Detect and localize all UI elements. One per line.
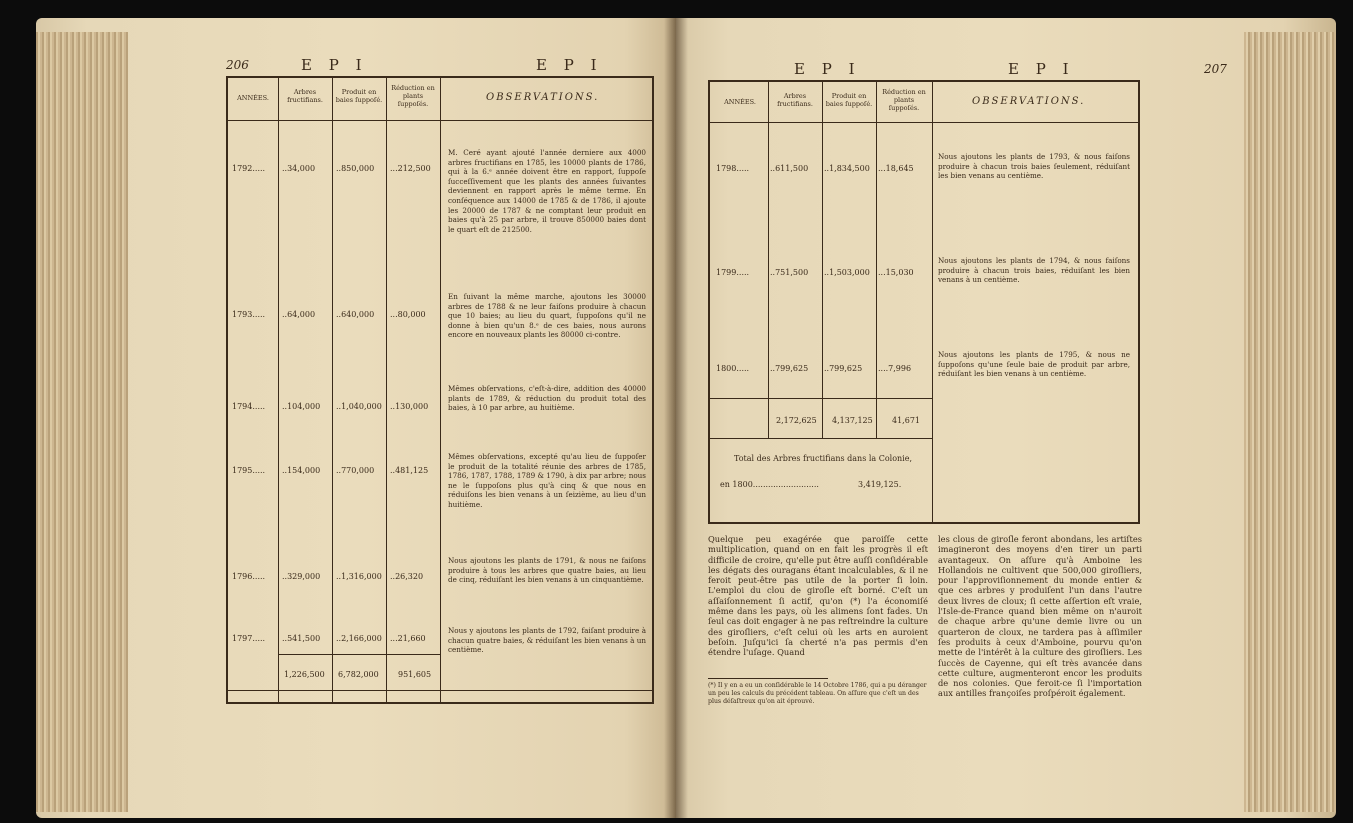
page-edges-left <box>36 32 128 812</box>
row-arbres: ..799,625 <box>770 364 809 373</box>
row-observation: En ſuivant la même marche, ajoutons les 30000 arbres de 1788 & ne leur faiſons produire à chacun que 10 baies; au lieu du quart, ſuppoſons qu'il ne donne à bien qu'un 8.ᵉ de ces baies, nous aurons encore en nouveaux plants les 80000 ci-contre. <box>448 292 646 340</box>
row-arbres: ..34,000 <box>282 164 316 173</box>
row-produit: ..2,166,000 <box>336 634 382 643</box>
row-reduction: ...212,500 <box>390 164 431 173</box>
row-year: 1797..... <box>232 634 266 643</box>
row-year: 1800..... <box>716 364 750 373</box>
running-head-left-2: E P I <box>536 56 603 74</box>
running-head-right-2: E P I <box>1008 60 1075 78</box>
book-spread <box>36 18 1336 818</box>
row-observation: Nous ajoutons les plants de 1795, & nous ne ſuppoſons qu'une ſeule baie de produit par arbre, réduiſant les bien venans à un centième. <box>938 350 1130 379</box>
total-arbres: 2,172,625 <box>776 416 817 425</box>
header-produit: Produit en baies ſuppoſé. <box>335 88 383 104</box>
body-paragraph-right: les clous de giroſle feront abondans, les artiſtes imagineront des moyens d'en tirer un parti avantageux. On aſſure qu'à Amboine les Hollandois ne cultivent que 500,000 giroſliers, pour l'approviſionnement du monde entier & que ces arbres y produiſent l'un dans l'autre deux livres de cloux; ſi cette aſſertion eſt vraie, l'Isle-de-France quand bien même on n'auroit de chaque arbre qu'une demie livre ou un quarteron de cloux, ne tardera pas à aſſimiler ſes produits à ceux d'Amboine, pourvu qu'on mette de l'intérêt à la culture des giroſliers. Les ſuccès de Cayenne, qui eſt très avancée dans cette culture, augmenteront encor les produits de nos colonies. Que feroit-ce ſi l'importation aux antilles françoiſes proſpéroit également. <box>938 534 1142 699</box>
left-page <box>36 18 676 818</box>
header-reduction: Réduction en plants ſuppoſés. <box>882 88 926 112</box>
book-gutter <box>664 18 688 818</box>
row-reduction: ..130,000 <box>390 402 429 411</box>
row-year: 1793..... <box>232 310 266 319</box>
total-reduction: 41,671 <box>892 416 920 425</box>
total-arbres: 1,226,500 <box>284 670 325 679</box>
row-year: 1794..... <box>232 402 266 411</box>
row-observation: Nous y ajoutons les plants de 1792, faiſant produire à chacun quatre baies, & réduiſant les bien venans à un centième. <box>448 626 646 655</box>
row-produit: ..1,040,000 <box>336 402 382 411</box>
row-year: 1796..... <box>232 572 266 581</box>
row-produit: ..850,000 <box>336 164 375 173</box>
table-left <box>226 76 654 704</box>
header-observations: OBSERVATIONS. <box>486 92 600 103</box>
total-produit: 4,137,125 <box>832 416 873 425</box>
row-year: 1798..... <box>716 164 750 173</box>
row-produit: ..1,834,500 <box>824 164 870 173</box>
page-number-right: 207 <box>1204 62 1227 76</box>
row-observation: M. Ceré ayant ajouté l'année derniere aux 4000 arbres fructifians en 1785, les 10000 plants de 1786, qui à la 6.ᵉ année doivent être en rapport, ſuppoſe ſucceſſivement que les plants des années ſuivantes deviennent en rapport après le même terme. En conſéquence aux 14000 de 1785 & de 1786, il ajoute les 20000 de 1787 & ne comptant leur produit en baies qu'à 25 par arbre, il trouve 850000 baies dont le quart eſt de 212500. <box>448 148 646 234</box>
row-arbres: ..751,500 <box>770 268 809 277</box>
row-produit: ..1,503,000 <box>824 268 870 277</box>
header-reduction: Réduction en plants ſuppoſés. <box>391 84 435 108</box>
right-page <box>676 18 1336 818</box>
total-produit: 6,782,000 <box>338 670 379 679</box>
row-arbres: ..541,500 <box>282 634 321 643</box>
row-observation: Mêmes obſervations, excepté qu'au lieu de ſuppoſer le produit de la totalité réunie des arbres de 1785, 1786, 1787, 1788, 1789 & 1790, à dix par arbre; nous ne le ſuppoſons plus qu'à cinq & que nous en réduiſons les bien venans à un ſeizième, au lieu d'un huitième. <box>448 452 646 509</box>
row-arbres: ..154,000 <box>282 466 321 475</box>
row-produit: ..1,316,000 <box>336 572 382 581</box>
row-reduction: ..26,320 <box>390 572 424 581</box>
row-year: 1792..... <box>232 164 266 173</box>
row-observation: Nous ajoutons les plants de 1794, & nous faiſons produire à chacun trois baies, réduiſant les bien venans à un centième. <box>938 256 1130 285</box>
row-reduction: ...21,660 <box>390 634 426 643</box>
footnote: (*) Il y en a eu un conſidérable le 14 Octobre 1786, qui a pu déranger un peu les calculs du précédent tableau. On aſſure que c'eſt un des plus déſaſtreux qu'on ait éprouvé. <box>708 682 927 705</box>
header-produit: Produit en baies ſuppoſé. <box>825 92 873 108</box>
row-observation: Nous ajoutons les plants de 1791, & nous ne faiſons produire à tous les arbres que quatre baies, au lieu de cinq, réduiſant les bien venans à un cinquantième. <box>448 556 646 585</box>
row-year: 1799..... <box>716 268 750 277</box>
row-reduction: ...15,030 <box>878 268 914 277</box>
row-arbres: ..611,500 <box>770 164 809 173</box>
header-arbres: Arbres fructifians. <box>287 88 323 104</box>
row-year: 1795..... <box>232 466 266 475</box>
running-head-left-1: E P I <box>301 56 368 74</box>
row-produit: ..640,000 <box>336 310 375 319</box>
row-observation: Nous ajoutons les plants de 1793, & nous faiſons produire à chacun trois baies ſeulement, réduiſant les bien venans au centième. <box>938 152 1130 181</box>
running-head-right-1: E P I <box>794 60 861 78</box>
header-observations: OBSERVATIONS. <box>972 96 1086 107</box>
row-produit: ..799,625 <box>824 364 863 373</box>
header-annees: ANNÉES. <box>237 94 269 102</box>
table-right <box>708 80 1140 524</box>
page-number-left: 206 <box>226 58 249 72</box>
grand-total-year: en 1800.......................... <box>720 480 819 489</box>
row-arbres: ..329,000 <box>282 572 321 581</box>
row-reduction: ...18,645 <box>878 164 914 173</box>
grand-total-label: Total des Arbres fructifians dans la Colonie, <box>734 454 913 463</box>
header-arbres: Arbres fructifians. <box>777 92 813 108</box>
total-reduction: 951,605 <box>398 670 432 679</box>
row-arbres: ..104,000 <box>282 402 321 411</box>
page-edges-right <box>1244 32 1336 812</box>
row-reduction: ..481,125 <box>390 466 429 475</box>
row-reduction: ....7,996 <box>878 364 912 373</box>
row-arbres: ..64,000 <box>282 310 316 319</box>
row-reduction: ...80,000 <box>390 310 426 319</box>
row-produit: ..770,000 <box>336 466 375 475</box>
grand-total-value: 3,419,125. <box>858 480 902 489</box>
header-annees: ANNÉES. <box>724 98 756 106</box>
body-paragraph-left: Quelque peu exagérée que paroiſſe cette multiplication, quand on en fait les progrès il eſt difficile de croire, qu'elle put être auſſi conſidérable les dégats des ouragans étant incalculables, & il ne feroit peut-être pas utile de la porter ſi loin. L'emploi du clou de giroſle eſt borné. C'eſt un aſſaiſonnement ſi actif, qu'on (*) l'a économiſé même dans les pays, où les alimens ſont fades. Un ſeul cas doit engager à ne pas reſtreindre la culture des giroſliers, c'eſt celui où les arts en auroient beſoin. Juſqu'ici ſa cherté n'a pas permis d'en étendre l'uſage. Quand <box>708 534 928 658</box>
row-observation: Mêmes obſervations, c'eſt-à-dire, addition des 40000 plants de 1789, & réduction du produit total des baies, à 10 par arbre, au huitième. <box>448 384 646 413</box>
